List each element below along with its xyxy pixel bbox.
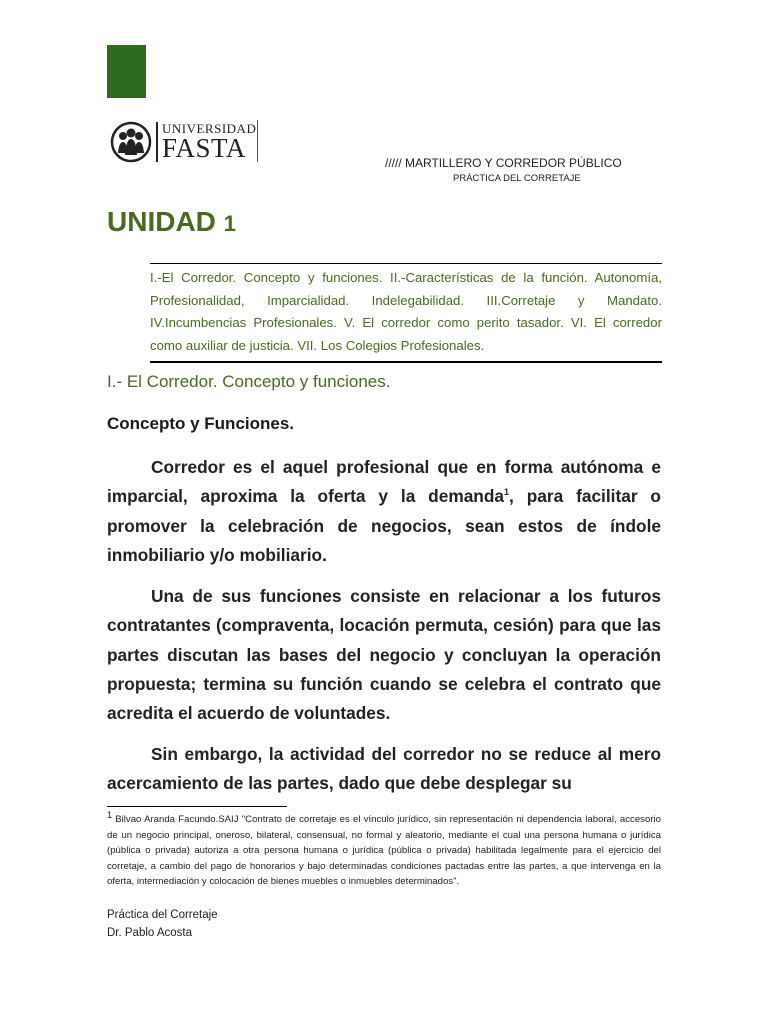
footnote-text: Bilvao Aranda Facundo.SAIJ "Contrato de corretaje es el vínculo jurídico, sin representación ni dependencia laboral, accesorio de un negocio principal, oneroso, bilateral, consensual, no formal y aleatorio, mediante el cual una persona humana o jurídica (pública o privada) autoriza a otra persona humana o jurídica (pública o privada) habilitada legalmente para el ejercicio del corretaje, a cambio del pago de honorarios y bajo determinadas condiciones pactadas entre las partes, a que intervenga en la oferta, intermediación y colocación de bienes muebles o inmuebles determinados". [107, 814, 661, 887]
paragraph-2: Una de sus funciones consiste en relacionar a los futuros contratantes (compraventa, locación permuta, cesión) para que las partes discutan las bases del negocio y concluyan la operación propuesta; termina su función cuando se celebra el contrato que acredita el acuerdo de voluntades. [107, 586, 661, 724]
footnote-number: 1 [107, 809, 113, 820]
logo-wordmark [156, 122, 256, 162]
footnote-reference[interactable]: 1 [504, 487, 510, 498]
paragraph-1-end: , para facilitar o promover la celebración de negocios, sean estos de índole inmobiliario y/o mobiliario. [107, 486, 661, 565]
logo-line-universidad: UNIVERSIDAD [162, 121, 257, 136]
unit-title [107, 206, 236, 238]
university-logo [110, 120, 256, 164]
unit-label: UNIDAD [107, 206, 216, 237]
unit-syllabus: I.-El Corredor. Concepto y funciones. II.-Características de la función. Autonomía, Profesionalidad, Imparcialidad. Indelegabilidad. III.Corretaje y Mandato. IV.Incumbencias Profesionales. V. El corredor como perito tasador. VI. El corredor como auxiliar de justicia. VII. Los Colegios Profesionales. [150, 263, 662, 363]
footer-course: Práctica del Corretaje [107, 909, 218, 921]
footer-author: Dr. Pablo Acosta [107, 927, 193, 939]
paragraph-1-start: Corredor es el aquel profesional que en forma autónoma e imparcial, aproxima la oferta y la demanda [107, 457, 661, 507]
subheading: Concepto y Funciones. [107, 414, 295, 433]
fasta-emblem-icon [110, 121, 152, 163]
accent-block [107, 45, 146, 98]
logo-line-fasta: FASTA [162, 133, 246, 163]
footnote [107, 809, 661, 890]
paragraph-3: Sin embargo, la actividad del corredor no se reduce al mero acercamiento de las partes, dado que debe desplegar su [107, 744, 661, 794]
footnote-separator [107, 806, 287, 807]
paragraph-1 [107, 453, 661, 570]
course-subtitle: PRÁCTICA DEL CORRETAJE [453, 173, 581, 184]
section-heading: I.- El Corredor. Concepto y funciones. [107, 372, 391, 391]
course-title: ///// MARTILLERO Y CORREDOR PÚBLICO [385, 156, 622, 170]
unit-number: 1 [223, 211, 236, 236]
logo-divider [257, 120, 258, 162]
